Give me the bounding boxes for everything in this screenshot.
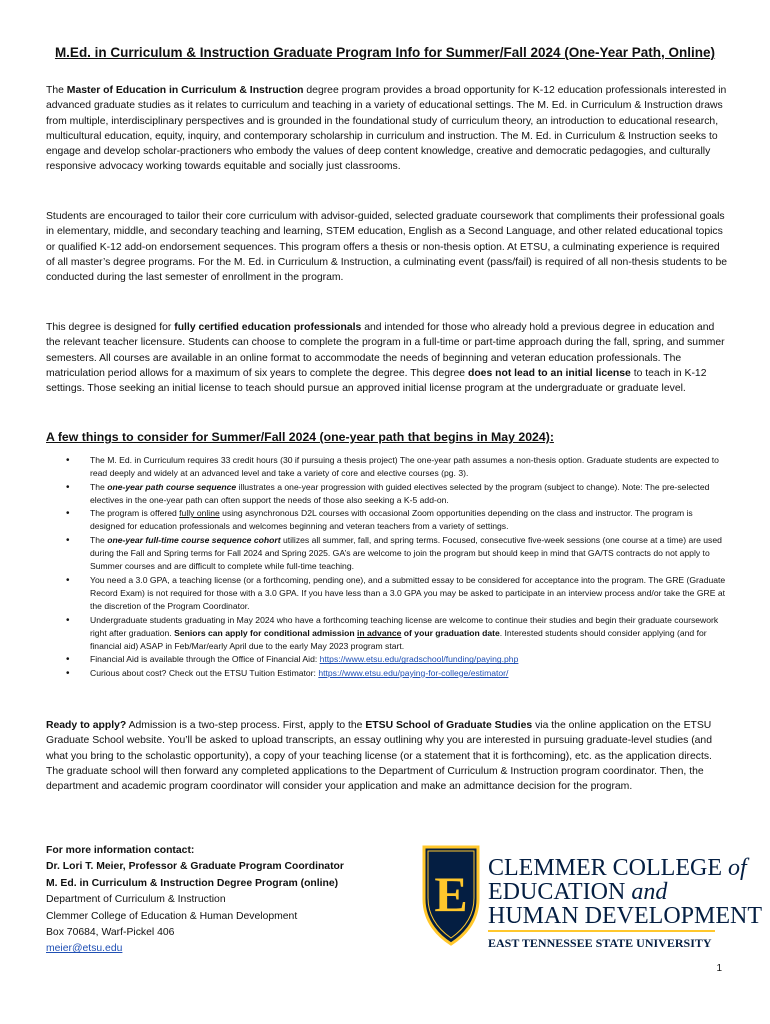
logo-line-3: HUMAN DEVELOPMENT	[488, 903, 762, 929]
contact-college: Clemmer College of Education & Human Development	[46, 910, 298, 922]
text-run: The	[90, 534, 108, 545]
bold-run: Seniors can apply for conditional admission	[174, 627, 357, 638]
bold-run: fully certified education professionals	[174, 322, 362, 333]
logo-italic-text: of	[728, 855, 747, 881]
text-run: Curious about cost? Check out the ETSU Tuition Estimator:	[90, 667, 319, 678]
text-run: The	[90, 481, 108, 492]
logo-text: CLEMMER COLLEGE	[488, 855, 728, 881]
page-number: 1	[716, 963, 722, 974]
bold-run: Ready to apply?	[46, 720, 127, 731]
text-run: to teach in K-12 settings. Those seeking an initial license to teach should pursue an approved initial license program at the undergraduate or graduate level.	[46, 367, 707, 395]
text-run: and intended for those who already hold a previous degree in education and the relevant teacher licensure. Students can choose to complete the program in a full-time or part-time approach during the fall, spring, and summer semesters. All courses are available in an online format to accommodate the needs of beginning and veteran education professionals. The matriculation period allows for a maximum of six years to complete the degree. This degree	[46, 322, 725, 379]
apply-paragraph	[46, 718, 728, 794]
underlined-run: fully online	[179, 508, 220, 519]
contact-program: M. Ed. in Curriculum & Instruction Degree Program (online)	[46, 877, 339, 889]
bold-underlined-run: in advance	[356, 627, 402, 638]
bold-italic-run: one-year full-time course sequence cohort	[107, 534, 281, 545]
text-run: via the online application on the ETSU Graduate School website. You’ll be asked to upload transcripts, an essay outlining why you are interested in pursuing graduate-level studies (and what you bring to the scholastic opportunity), a copy of your teaching license (or a statement that it is forthcoming), etc. as the application directs. The graduate school will then forward any completed applications to the Department of Curriculum & Instruction program coordinator. Then, the department and academic program coordinator will consider your application and make an admittance decision for the program.	[46, 720, 712, 793]
logo-italic-text: and	[631, 879, 668, 905]
shield-letter: E	[434, 866, 468, 922]
contact-block	[46, 843, 406, 958]
bold-run: of your graduation date	[401, 627, 500, 638]
list-item	[46, 481, 728, 508]
curriculum-paragraph: Students are encouraged to tailor their core curriculum with advisor-guided, selected graduate coursework that compliments their professional goals in elementary, middle, and secondary teaching and learning, STEM education, English as a Second Language, and other related educational topics or qualified K-12 add-on endorsement sequences. This program offers a thesis or non-thesis option. At ETSU, a culminating experience is required of all master’s degree programs. For the M. Ed. in Curriculum & Instruction, a culminating event (pass/fail) is required of all non-thesis students to be conducted during the last semester of enrollment in the program.	[46, 211, 728, 284]
contact-address: Box 70684, Warf-Pickel 406	[46, 927, 175, 939]
bold-italic-run: one-year path course sequence	[107, 481, 237, 492]
logo-text: EDUCATION	[488, 879, 632, 905]
list-item: • The M. Ed. in Curriculum requires 33 credit hours (30 if pursuing a thesis project) The one-year path assumes a non-thesis option. Graduate students are expected to read deeply and widely at an advanced level and take a variety of core and elective courses (pg. 3).	[46, 454, 728, 481]
intro-paragraph	[46, 83, 728, 175]
text-run: Admission is a two-step process. First, apply to the	[126, 720, 366, 731]
text-run: degree program provides a broad opportunity for K-12 education professionals interested in advanced graduate studies as it relates to curriculum and teaching in a variety of educational settings. The M. Ed. in Curriculum & Instruction draws from multiple, interdisciplinary perspectives and is grounded in the foundational study of curriculum theory, an introduction to educational research, multicultural education, equity, inquiry, and contemporary scholarship in curriculum and instruction. The M. Ed. in Curriculum & Instruction seeks to engage and develop scholar-practioners who embody the values of deep content knowledge, creative and democratic pedagogies, and culturally responsive advocacy working towards equitable and socially just classrooms.	[46, 85, 727, 173]
list-item	[46, 614, 728, 654]
list-item	[46, 653, 728, 666]
list-item: • You need a 3.0 GPA, a teaching license (or a forthcoming, pending one), and a submitted essay to be considered for acceptance into the program. The GRE (Graduate Record Exam) is not required for those with a 3.0 GPA. If you have less than a 3.0 GPA you may be asked to participate in an interview process and/or take the GRE at the discretion of the Program Coordinator.	[46, 574, 728, 614]
text-run: This degree is designed for	[46, 322, 175, 333]
financial-aid-link[interactable]: https://www.etsu.edu/gradschool/funding/paying.php	[319, 654, 519, 665]
text-run: Financial Aid is available through the Office of Financial Aid:	[90, 654, 320, 665]
section-heading: A few things to consider for Summer/Fall 2024 (one-year path that begins in May 2024):	[46, 430, 554, 444]
bold-run: Master of Education in Curriculum & Instruction	[66, 85, 304, 96]
page-title: M.Ed. in Curriculum & Instruction Graduate Program Info for Summer/Fall 2024 (One-Year Path, Online)	[54, 45, 716, 60]
list-item	[46, 507, 728, 534]
contact-heading: For more information contact:	[46, 845, 195, 856]
list-item	[46, 667, 728, 680]
contact-name: Dr. Lori T. Meier, Professor & Graduate Program Coordinator	[46, 861, 344, 873]
considerations-list	[46, 454, 728, 680]
contact-department: Department of Curriculum & Instruction	[46, 894, 226, 906]
text-run: illustrates a one-year progression with guided electives selected by the program (subject to change). Note: The pre-selected electives in the one-year path can often support the needs of those also seeking a K-5 add-on.	[90, 481, 710, 505]
text-run: . Interested students should consider applying (and for financial aid) ASAP in Feb/Mar/early April due to the early May 2023 program start.	[90, 627, 707, 652]
logo-university: EAST TENNESSEE STATE UNIVERSITY	[488, 936, 712, 950]
audience-paragraph	[46, 320, 728, 396]
list-item	[46, 534, 728, 574]
text-run: The	[46, 85, 67, 96]
bold-run: does not lead to an initial license	[467, 367, 631, 379]
text-run: Undergraduate students graduating in May 2024 who have a forthcoming teaching license are welcome to continue their studies and begin their graduate coursework right after graduation.	[90, 614, 719, 638]
bold-run: ETSU School of Graduate Studies	[365, 720, 533, 731]
contact-email-link[interactable]: meier@etsu.edu	[46, 943, 123, 955]
logo-line-1	[488, 855, 750, 881]
logo-divider	[488, 930, 715, 932]
college-logo	[420, 843, 762, 953]
tuition-estimator-link[interactable]: https://www.etsu.edu/paying-for-college/estimator/	[318, 667, 509, 678]
text-run: The program is offered	[90, 508, 180, 519]
logo-line-2	[488, 879, 668, 905]
text-run: utilizes all summer, fall, and spring terms. Focused, consecutive five-week sessions (one course at a time) are used during the Fall and Spring terms for Fall 2024 and Spring 2025. GA’s are welcome to join the program but should keep in mind that GA/TS contracts do not apply to Summer courses and are difficult to complete while full-time teaching.	[90, 534, 722, 572]
text-run: using asynchronous D2L courses with occasional Zoom opportunities depending on the class and instructor. The program is designed for education professionals and welcomes beginning and veteran teachers from a variety of settings.	[90, 508, 693, 532]
